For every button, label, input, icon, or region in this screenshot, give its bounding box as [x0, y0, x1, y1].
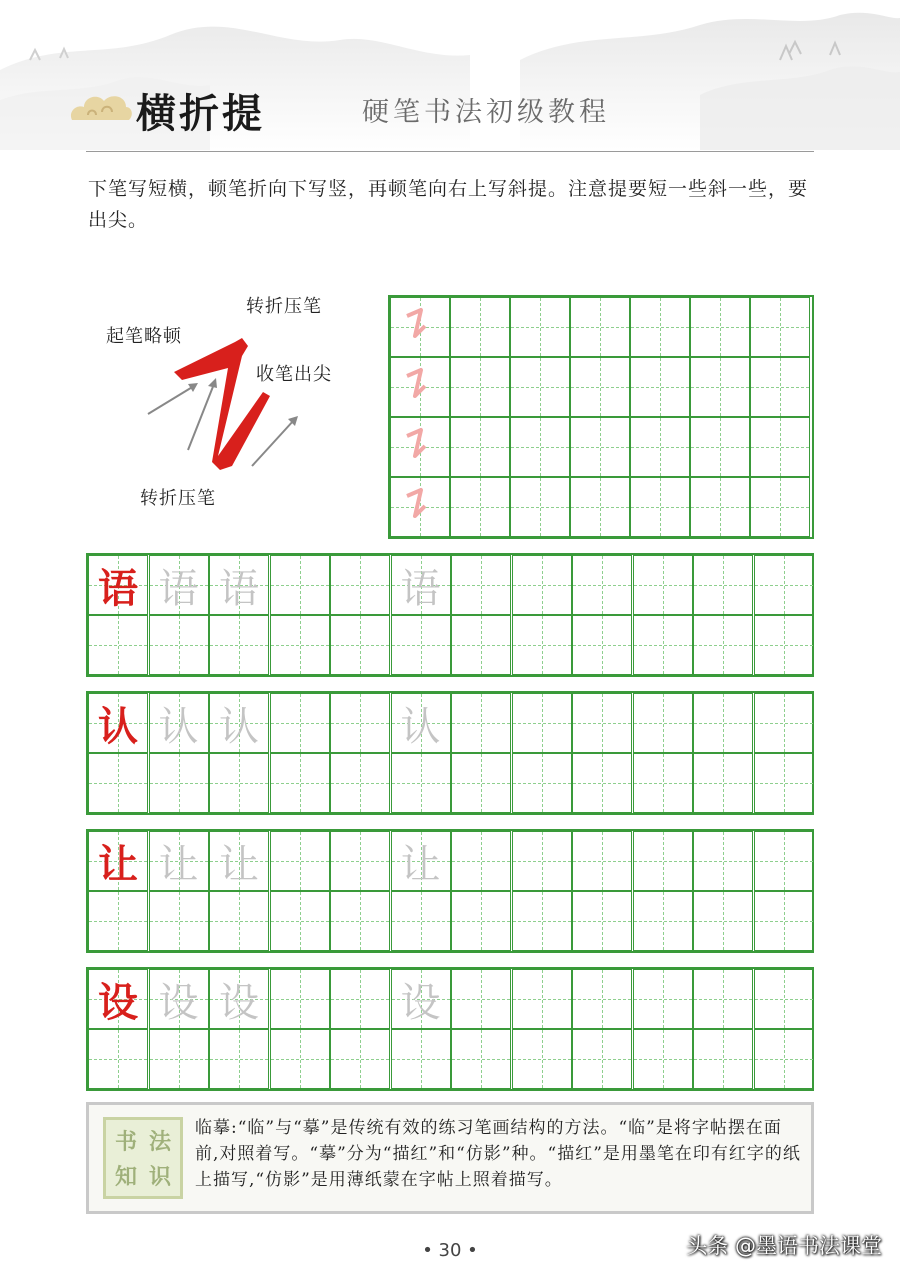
- practice-cell[interactable]: [512, 891, 572, 951]
- practice-cell[interactable]: [209, 1029, 269, 1089]
- practice-cell[interactable]: [512, 693, 572, 753]
- practice-cell[interactable]: [391, 1029, 451, 1089]
- stroke-grid-cell: [630, 297, 690, 357]
- practice-cell[interactable]: [633, 693, 693, 753]
- practice-cell[interactable]: [512, 753, 572, 813]
- source-watermark: 头条 @墨语书法课堂: [686, 1234, 882, 1258]
- model-character: 让: [98, 840, 138, 888]
- annotation-end-sharp: 收笔出尖: [256, 364, 332, 385]
- practice-cell[interactable]: [512, 1029, 572, 1089]
- practice-cell[interactable]: [209, 831, 269, 891]
- stroke-trace-icon: [403, 486, 433, 526]
- stroke-instruction: 下笔写短横，顿笔折向下写竖，再顿笔向右上写斜提。注意提要短一些斜一些，要出尖。: [88, 178, 809, 231]
- model-character: 认: [98, 702, 138, 750]
- practice-cell[interactable]: [209, 753, 269, 813]
- practice-cell[interactable]: [88, 615, 148, 675]
- stroke-grid-cell: [630, 417, 690, 477]
- practice-cell[interactable]: [270, 615, 330, 675]
- trace-character: 认: [158, 703, 199, 750]
- practice-cell[interactable]: [391, 693, 451, 753]
- header-divider: [86, 151, 814, 152]
- practice-cell[interactable]: [270, 753, 330, 813]
- practice-cell[interactable]: [512, 831, 572, 891]
- practice-cell[interactable]: [451, 969, 511, 1029]
- practice-cell[interactable]: [633, 753, 693, 813]
- lesson-title: 横折提: [136, 90, 265, 137]
- practice-cell[interactable]: [512, 555, 572, 615]
- practice-cell[interactable]: [149, 615, 209, 675]
- practice-cell[interactable]: [572, 555, 632, 615]
- practice-cell[interactable]: [754, 693, 814, 753]
- practice-cell[interactable]: [209, 969, 269, 1029]
- practice-cell[interactable]: [693, 891, 753, 951]
- trace-character: 语: [219, 565, 259, 612]
- trace-character: 认: [219, 703, 259, 750]
- stroke-grid-cell: [390, 297, 450, 357]
- practice-cell[interactable]: [149, 753, 209, 813]
- practice-cell[interactable]: [451, 1029, 511, 1089]
- practice-cell[interactable]: [391, 891, 451, 951]
- annotation-turn-press-top: 转折压笔: [246, 296, 322, 317]
- stroke-grid-cell: [510, 357, 570, 417]
- practice-cell[interactable]: [633, 615, 693, 675]
- practice-cell[interactable]: [330, 753, 390, 813]
- practice-cell[interactable]: [572, 891, 632, 951]
- badge-char: 知: [114, 1164, 137, 1190]
- practice-cell[interactable]: [88, 693, 148, 753]
- practice-cell[interactable]: [633, 969, 693, 1029]
- practice-cell[interactable]: [391, 969, 451, 1029]
- stroke-grid-cell: [390, 417, 450, 477]
- practice-cell[interactable]: [330, 891, 390, 951]
- practice-cell[interactable]: [754, 891, 814, 951]
- trace-character: 让: [219, 841, 259, 888]
- stroke-grid-cell: [630, 357, 690, 417]
- page-number: • 30 •: [422, 1240, 478, 1261]
- stroke-grid-cell: [750, 417, 810, 477]
- page-header: [0, 70, 900, 150]
- practice-cell[interactable]: [572, 831, 632, 891]
- practice-cell[interactable]: [88, 969, 148, 1029]
- stroke-grid-cell: [570, 357, 630, 417]
- stroke-grid-cell: [570, 417, 630, 477]
- practice-cell[interactable]: [209, 555, 269, 615]
- practice-cell[interactable]: [88, 555, 148, 615]
- annotation-start-pause: 起笔略顿: [106, 326, 182, 347]
- badge-char: 法: [148, 1129, 171, 1155]
- annotation-turn-press-bottom: 转折压笔: [140, 488, 216, 509]
- book-title: 硬笔书法初级教程: [362, 97, 610, 128]
- practice-cell[interactable]: [270, 891, 330, 951]
- practice-cell[interactable]: [512, 615, 572, 675]
- knowledge-badge: [103, 1117, 183, 1199]
- practice-cell[interactable]: [754, 1029, 814, 1089]
- stroke-grid-cell: [750, 297, 810, 357]
- practice-cell[interactable]: [149, 831, 209, 891]
- practice-cell[interactable]: [88, 891, 148, 951]
- practice-cell[interactable]: [451, 891, 511, 951]
- practice-cell[interactable]: [270, 969, 330, 1029]
- practice-grid-row-3: [86, 829, 814, 953]
- stroke-grid-cell: [450, 417, 510, 477]
- trace-character: 设: [400, 979, 441, 1026]
- practice-cell[interactable]: [270, 831, 330, 891]
- practice-cell[interactable]: [451, 555, 511, 615]
- practice-cell[interactable]: [754, 753, 814, 813]
- practice-cell[interactable]: [209, 615, 269, 675]
- practice-cell[interactable]: [270, 1029, 330, 1089]
- practice-grid-row-2: [86, 691, 814, 815]
- trace-character: 让: [400, 841, 441, 888]
- practice-cell[interactable]: [693, 753, 753, 813]
- stroke-grid-cell: [690, 297, 750, 357]
- trace-character: 设: [158, 979, 199, 1026]
- practice-cell[interactable]: [572, 753, 632, 813]
- stroke-trace-icon: [403, 426, 433, 466]
- stroke-grid-cell: [390, 357, 450, 417]
- trace-character: 设: [219, 979, 259, 1026]
- practice-cell[interactable]: [88, 753, 148, 813]
- stroke-grid-cell: [750, 477, 810, 537]
- practice-cell[interactable]: [391, 555, 451, 615]
- practice-cell[interactable]: [209, 693, 269, 753]
- stroke-trace-icon: [403, 366, 433, 406]
- stroke-grid-cell: [570, 297, 630, 357]
- badge-char: 书: [114, 1129, 137, 1155]
- practice-cell[interactable]: [693, 615, 753, 675]
- practice-cell[interactable]: [330, 831, 390, 891]
- practice-cell[interactable]: [330, 615, 390, 675]
- practice-cell[interactable]: [330, 969, 390, 1029]
- practice-cell[interactable]: [633, 891, 693, 951]
- practice-grid-row-1: [86, 553, 814, 677]
- practice-cell[interactable]: [451, 615, 511, 675]
- stroke-grid-cell: [450, 477, 510, 537]
- practice-cell[interactable]: [572, 615, 632, 675]
- practice-cell[interactable]: [149, 969, 209, 1029]
- stroke-trace-icon: [403, 306, 433, 346]
- knowledge-text: 临摹:“临”与“摹”是传统有效的练习笔画结构的方法。“临”是将字帖摆在面前,对照着写。“摹”分为“描红”和“仿影”种。“描红”是用墨笔在印有红字的纸上描写,“仿影”是用薄纸蒙在字帖上照着描写。: [195, 1118, 801, 1190]
- practice-cell[interactable]: [391, 753, 451, 813]
- practice-cell[interactable]: [451, 753, 511, 813]
- practice-cell[interactable]: [149, 693, 209, 753]
- practice-cell[interactable]: [754, 831, 814, 891]
- practice-cell[interactable]: [209, 891, 269, 951]
- stroke-grid-cell: [510, 297, 570, 357]
- practice-cell[interactable]: [330, 1029, 390, 1089]
- badge-char: 识: [148, 1164, 171, 1190]
- trace-character: 让: [158, 841, 199, 888]
- practice-grid-row-4: [86, 967, 814, 1091]
- practice-cell[interactable]: [693, 969, 753, 1029]
- practice-cell[interactable]: [754, 615, 814, 675]
- practice-cell[interactable]: [693, 693, 753, 753]
- stroke-grid-cell: [630, 477, 690, 537]
- stroke-grid-cell: [390, 477, 450, 537]
- stroke-grid-cell: [510, 477, 570, 537]
- stroke-grid-cell: [690, 477, 750, 537]
- model-character: 语: [98, 564, 138, 612]
- stroke-grid-cell: [510, 417, 570, 477]
- practice-cell[interactable]: [693, 555, 753, 615]
- stroke-grid-cell: [690, 417, 750, 477]
- practice-cell[interactable]: [512, 969, 572, 1029]
- trace-character: 语: [400, 565, 441, 612]
- practice-cell[interactable]: [270, 693, 330, 753]
- auspicious-cloud-icon: [68, 90, 134, 126]
- practice-cell[interactable]: [451, 831, 511, 891]
- practice-cell[interactable]: [693, 1029, 753, 1089]
- practice-cell[interactable]: [270, 555, 330, 615]
- trace-character: 认: [400, 703, 441, 750]
- model-character: 设: [98, 978, 138, 1026]
- practice-cell[interactable]: [88, 831, 148, 891]
- practice-cell[interactable]: [572, 969, 632, 1029]
- practice-cell[interactable]: [149, 891, 209, 951]
- practice-cell[interactable]: [330, 693, 390, 753]
- practice-cell[interactable]: [693, 831, 753, 891]
- practice-cell[interactable]: [633, 555, 693, 615]
- practice-cell[interactable]: [572, 693, 632, 753]
- practice-cell[interactable]: [754, 555, 814, 615]
- calligraphy-knowledge-box: [86, 1102, 814, 1214]
- practice-cell[interactable]: [754, 969, 814, 1029]
- practice-cell[interactable]: [451, 693, 511, 753]
- practice-cell[interactable]: [330, 555, 390, 615]
- stroke-grid-cell: [450, 297, 510, 357]
- stroke-grid-cell: [570, 477, 630, 537]
- stroke-grid-cell: [750, 357, 810, 417]
- practice-cell[interactable]: [88, 1029, 148, 1089]
- practice-cell[interactable]: [391, 831, 451, 891]
- stroke-demonstration: [100, 280, 370, 520]
- practice-cell[interactable]: [572, 1029, 632, 1089]
- practice-cell[interactable]: [149, 1029, 209, 1089]
- stroke-practice-grid: [388, 295, 814, 539]
- practice-cell[interactable]: [633, 1029, 693, 1089]
- stroke-grid-cell: [690, 357, 750, 417]
- trace-character: 语: [158, 565, 199, 612]
- practice-cell[interactable]: [391, 615, 451, 675]
- stroke-grid-cell: [450, 357, 510, 417]
- practice-cell[interactable]: [633, 831, 693, 891]
- practice-cell[interactable]: [149, 555, 209, 615]
